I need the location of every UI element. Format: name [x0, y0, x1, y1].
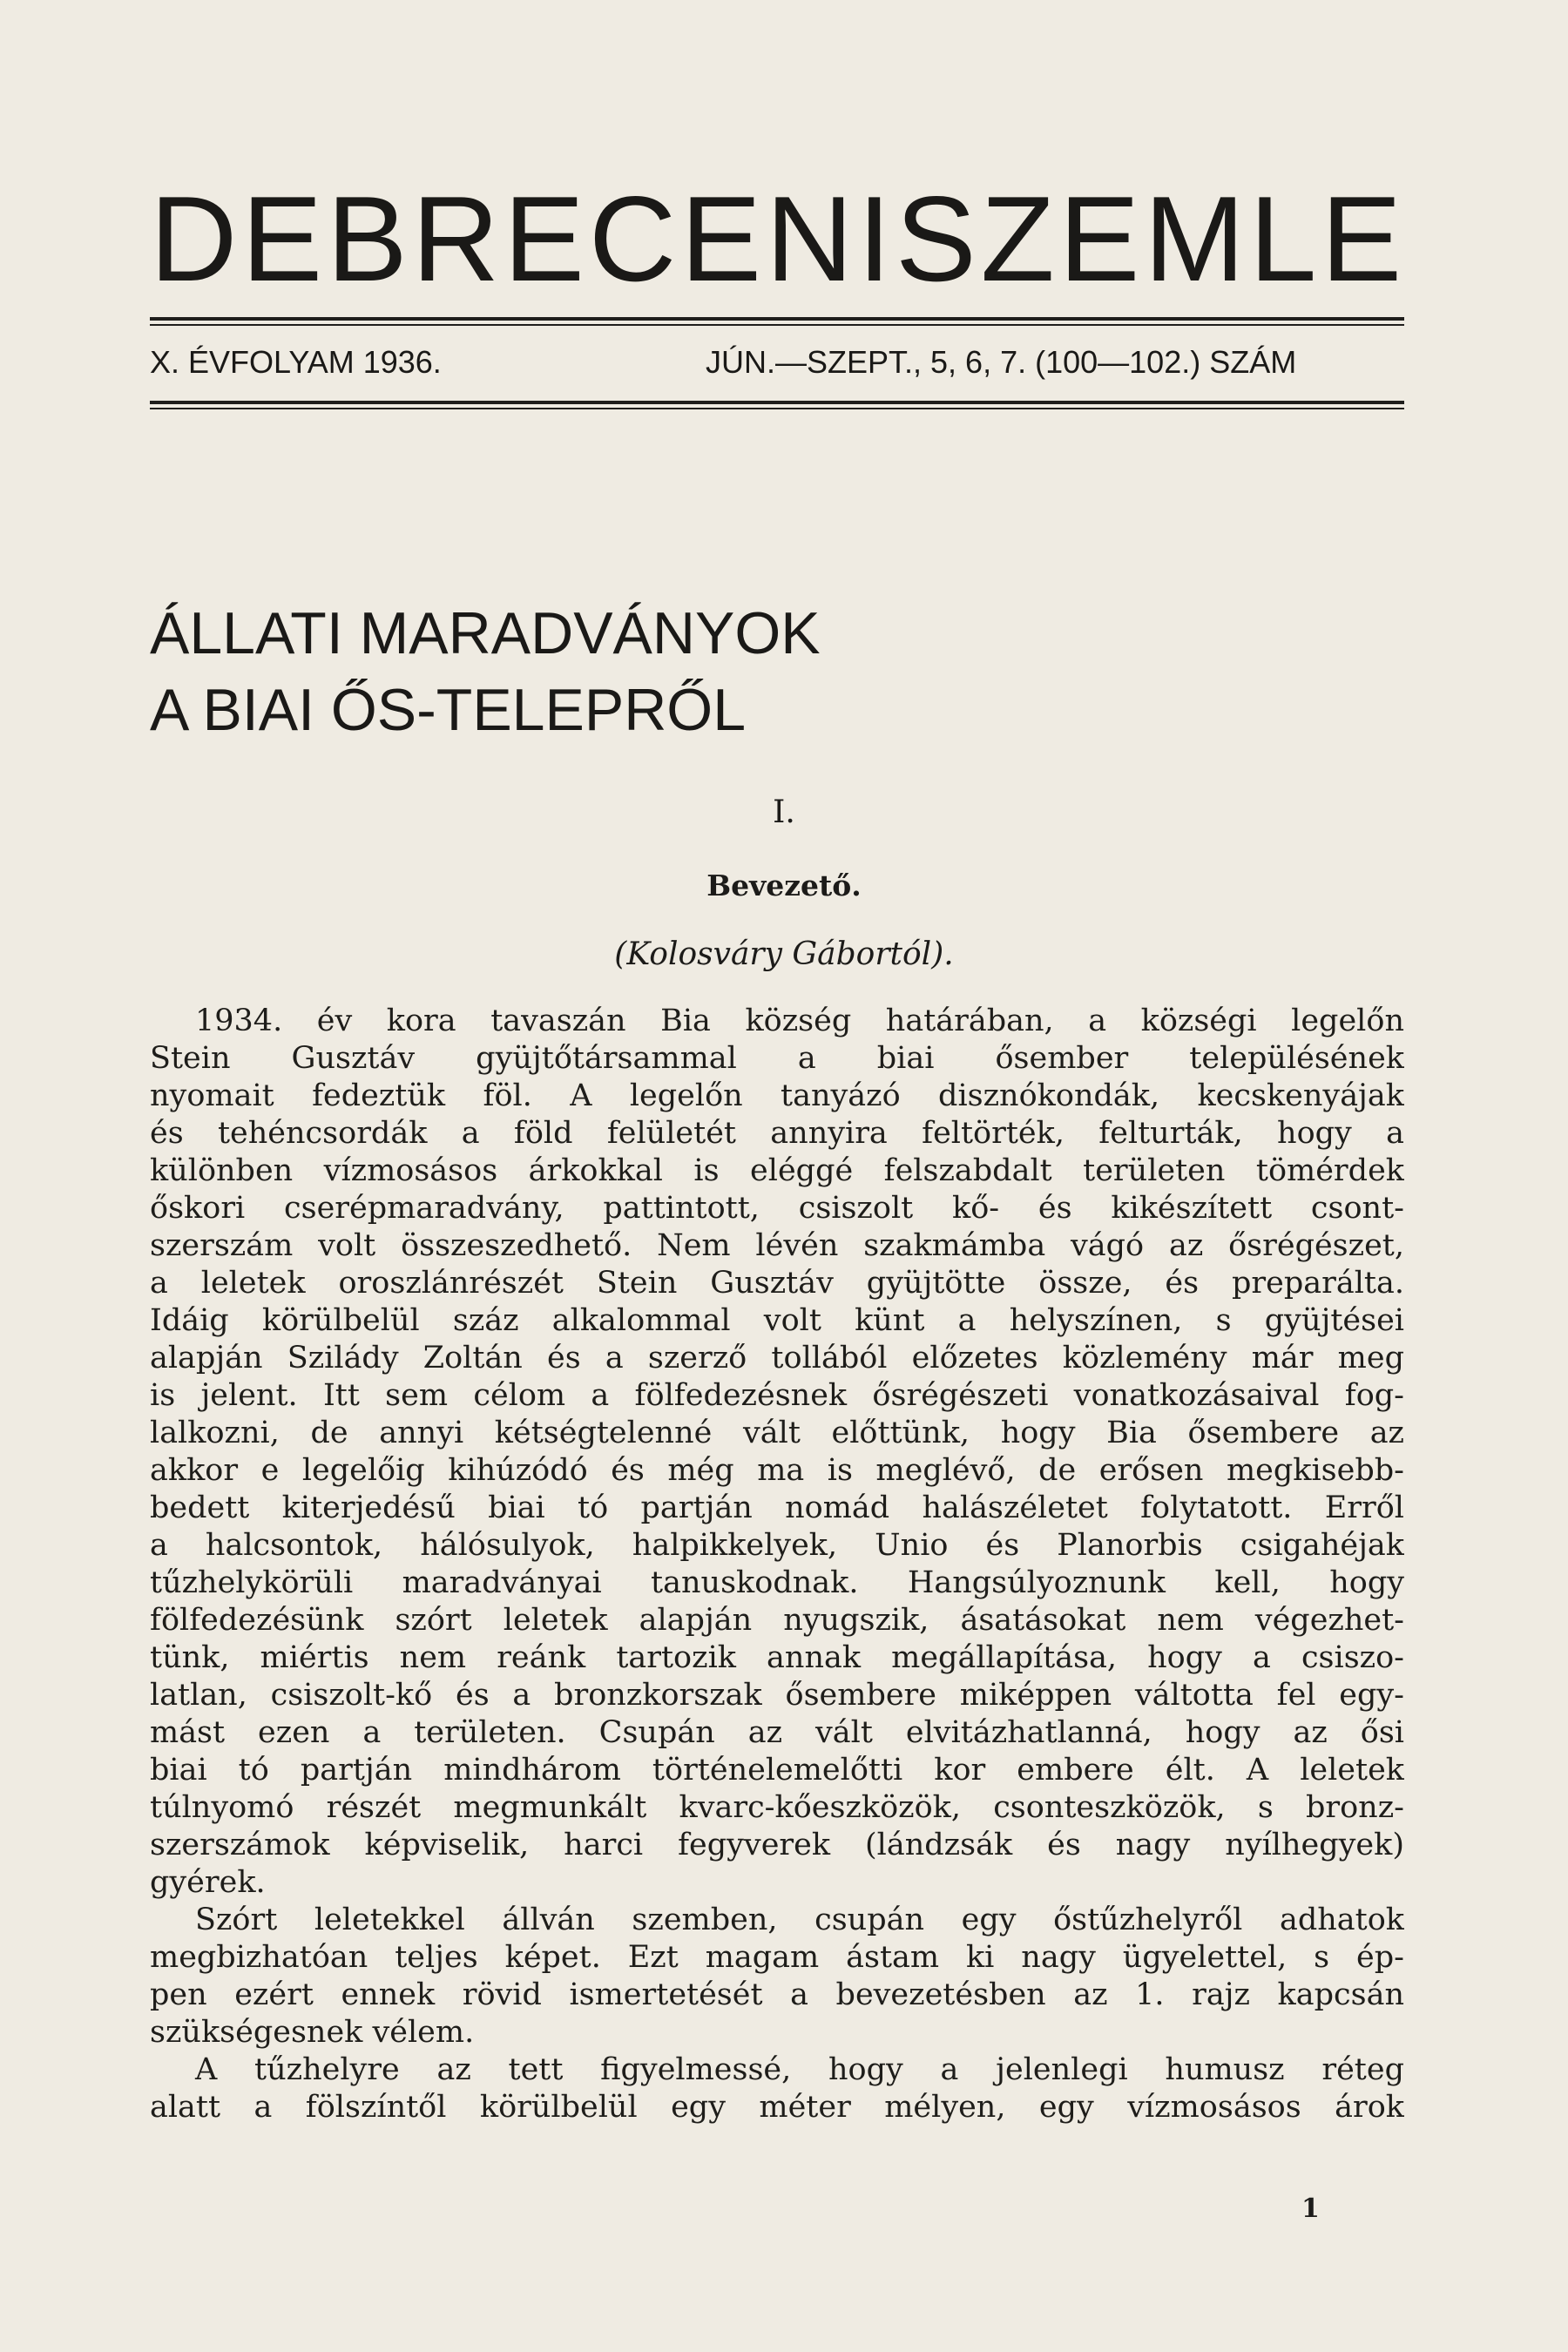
body-line: a leletek oroszlánrészét Stein Gusztáv gyüjtötte össze, és preparálta. — [150, 1266, 1404, 1301]
body-line: megbizhatóan teljes képet. Ezt magam ástam ki nagy ügyelettel, s ép- — [150, 1940, 1404, 1975]
issue-label: JÚN.—SZEPT., 5, 6, 7. (100—102.) SZÁM — [706, 344, 1297, 380]
body-line: latlan, csiszolt-kő és a bronzkorszak ősembere miképpen váltotta fel egy- — [150, 1678, 1404, 1713]
body-line: szerszám volt összeszedhető. Nem lévén szakmámba vágó az ősrégészet, — [150, 1228, 1404, 1263]
body-line: őskori cserépmaradvány, pattintott, csiszolt kő- és kikészített csont- — [150, 1191, 1404, 1226]
body-line: lalkozni, de annyi kétségtelenné vált előttünk, hogy Bia ősembere az — [150, 1416, 1404, 1450]
article-body — [150, 1003, 1404, 2126]
body-line: A tűzhelyre az tett figyelmessé, hogy a jelenlegi humusz réteg — [195, 2052, 1404, 2087]
body-line: túlnyomó részét megmunkált kvarc-kőeszközök, csonteszközök, s bronz- — [150, 1790, 1404, 1825]
journal-title-word-2: SZEMLE — [896, 172, 1407, 307]
body-line: és tehéncsordák a föld felületét annyira feltörték, felturták, hogy a — [150, 1116, 1404, 1151]
body-line: Szórt leletekkel állván szemben, csupán egy őstűzhelyről adhatok — [195, 1903, 1404, 1937]
body-line: különben vízmosásos árkokkal is eléggé felszabdalt területen tömérdek — [150, 1153, 1404, 1188]
journal-title-word-1: DEBRECENI — [150, 172, 896, 307]
body-line: szükségesnek vélem. — [150, 2015, 475, 2050]
author-byline: (Kolosváry Gábortól). — [614, 936, 954, 972]
masthead-rule-bottom — [150, 401, 1404, 404]
body-line: szerszámok képviselik, harci fegyverek (lándzsák és nagy nyílhegyek) — [150, 1828, 1404, 1862]
body-line: 1934. év kora tavaszán Bia község határában, a községi legelőn — [195, 1004, 1404, 1038]
page-number: 1 — [1301, 2193, 1320, 2224]
body-line: fölfedezésünk szórt leletek alapján nyugszik, ásatásokat nem végezhet- — [150, 1603, 1404, 1638]
body-line: pen ezért ennek rövid ismertetését a bevezetésben az 1. rajz kapcsán — [150, 1977, 1404, 2012]
body-line: biai tó partján mindhárom történelemelőtti kor embere élt. A leletek — [150, 1753, 1404, 1788]
body-line: nyomait fedeztük föl. A legelőn tanyázó disznókondák, kecskenyájak — [150, 1078, 1404, 1113]
masthead-rule-top — [150, 317, 1404, 321]
body-line: Idáig körülbelül száz alkalommal volt künt a helyszínen, s gyüjtései — [150, 1303, 1404, 1338]
body-line: gyérek. — [150, 1865, 266, 1900]
volume-label: X. ÉVFOLYAM 1936. — [150, 344, 442, 380]
body-line: mást ezen a területen. Csupán az vált elvitázhatlanná, hogy az ősi — [150, 1715, 1404, 1750]
article-title — [150, 595, 1195, 748]
journal-title — [150, 172, 1407, 307]
article-title-line-1: ÁLLATI MARADVÁNYOK — [150, 600, 821, 666]
section-number: I. — [773, 794, 795, 830]
body-line: Stein Gusztáv gyüjtőtársammal a biai ősember településének — [150, 1041, 1404, 1076]
body-line: alapján Szilády Zoltán és a szerző tollából előzetes közlemény már meg — [150, 1341, 1404, 1375]
article-title-line-2: A BIAI ŐS-TELEPRŐL — [150, 677, 747, 743]
body-line: is jelent. Itt sem célom a fölfedezésnek ősrégészeti vonatkozásaival fog- — [150, 1378, 1404, 1413]
body-line: alatt a fölszíntől körülbelül egy méter mélyen, egy vízmosásos árok — [150, 2090, 1404, 2125]
masthead — [150, 172, 1407, 307]
section-heading: Bevezető. — [706, 868, 862, 902]
body-line: tünk, miértis nem reánk tartozik annak megállapítása, hogy a csiszo- — [150, 1640, 1404, 1675]
body-line: akkor e legelőig kihúzódó és még ma is meglévő, de erősen megkisebb- — [150, 1453, 1404, 1488]
body-line: tűzhelykörüli maradványai tanuskodnak. Hangsúlyoznunk kell, hogy — [150, 1565, 1404, 1600]
body-line: a halcsontok, hálósulyok, halpikkelyek, Unio és Planorbis csigahéjak — [150, 1528, 1404, 1563]
body-line: bedett kiterjedésű biai tó partján nomád halászéletet folytatott. Erről — [150, 1490, 1404, 1525]
